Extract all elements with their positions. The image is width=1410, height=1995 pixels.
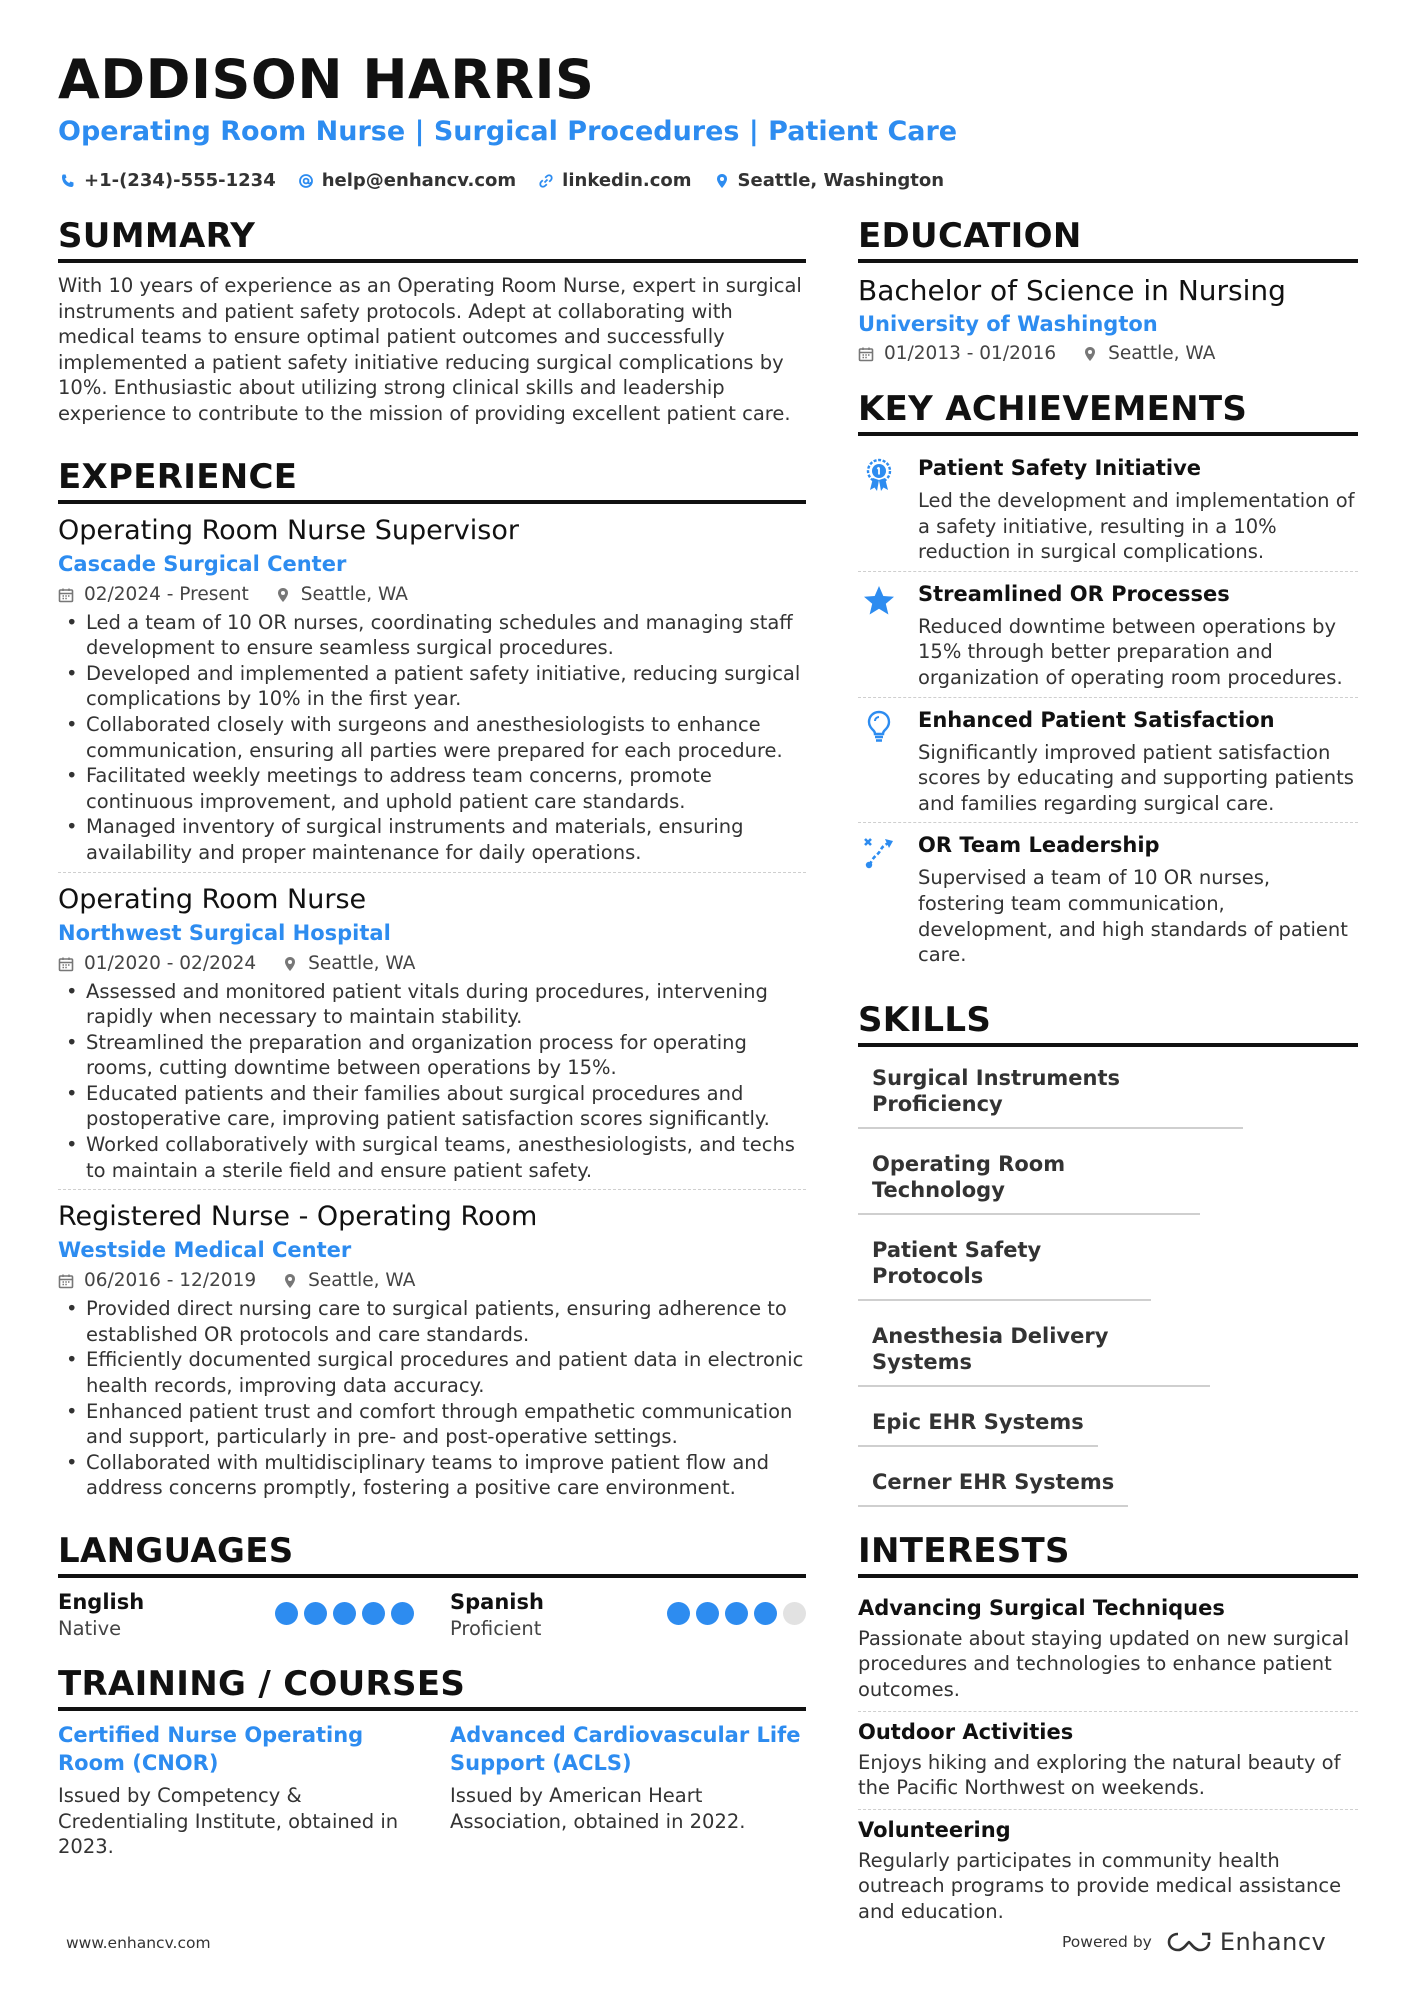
training-heading: TRAINING / COURSES xyxy=(58,1662,806,1711)
interest-item xyxy=(858,1711,1358,1809)
skill-tag: Patient Safety Protocols xyxy=(858,1229,1151,1301)
enhancv-logo-icon xyxy=(1166,1930,1212,1954)
job-meta xyxy=(58,949,806,979)
interests-section xyxy=(858,1529,1358,1933)
bullet-item: • Developed and implemented a patient safety initiative, reducing surgical complications by 10% in the first year. xyxy=(58,661,806,712)
link-icon xyxy=(538,173,554,189)
calendar-icon xyxy=(58,1273,74,1289)
job-title: Registered Nurse - Operating Room xyxy=(58,1201,538,1233)
achievement-title: Enhanced Patient Satisfaction xyxy=(918,707,1275,732)
bullet-item: • Collaborated with multidisciplinary teams to improve patient flow and address concerns promptly, fostering a positive care environment. xyxy=(58,1450,806,1501)
edu-location: Seattle, WA xyxy=(1108,343,1216,364)
education-section xyxy=(858,214,1358,369)
job-dates: 01/2020 - 02/2024 xyxy=(84,952,257,974)
training-section xyxy=(58,1662,806,1860)
job-bullets xyxy=(58,979,806,1184)
bullet-item: • Facilitated weekly meetings to address team concerns, promote continuous improvement, and uphold patient care standards. xyxy=(58,763,806,814)
job-company: Northwest Surgical Hospital xyxy=(58,920,391,945)
job-title: Operating Room Nurse xyxy=(58,883,367,915)
job-title: Operating Room Nurse Supervisor xyxy=(58,514,519,546)
location-pin-icon xyxy=(282,1273,298,1289)
languages-heading: LANGUAGES xyxy=(58,1529,806,1578)
contact-bar xyxy=(60,168,944,194)
proficiency-dot-filled xyxy=(667,1602,690,1625)
experience-heading: EXPERIENCE xyxy=(58,455,806,504)
achievement-desc: Reduced downtime between operations by 15% through better preparation and organization of operating room procedures. xyxy=(918,614,1343,689)
contact-email[interactable] xyxy=(298,168,516,194)
bullet-item: • Managed inventory of surgical instruments and materials, ensuring availability and proper maintenance for daily operations. xyxy=(58,814,806,865)
candidate-name: ADDISON HARRIS xyxy=(58,48,595,111)
course-title: Certified Nurse Operating Room (CNOR) xyxy=(58,1723,364,1775)
proficiency-dots xyxy=(667,1602,806,1625)
achievement-title: Patient Safety Initiative xyxy=(918,456,1202,480)
course-item xyxy=(450,1721,806,1860)
skills-section xyxy=(858,998,1358,1507)
skill-tag: Cerner EHR Systems xyxy=(858,1461,1128,1507)
achievement-desc: Led the development and implementation of a safety initiative, resulting in a 10% reduction in surgical complications. xyxy=(918,489,1355,564)
bullet-item: • Provided direct nursing care to surgical patients, ensuring adherence to established OR protocols and care standards. xyxy=(58,1296,806,1347)
achievement-title: OR Team Leadership xyxy=(918,833,1160,858)
phone-text: +1-(234)-555-1234 xyxy=(84,170,276,191)
interest-item xyxy=(858,1809,1358,1933)
achievement-item xyxy=(858,697,1358,823)
proficiency-dot-filled xyxy=(391,1602,414,1625)
email-text: help@enhancv.com xyxy=(321,170,517,191)
linkedin-text: linkedin.com xyxy=(562,170,692,191)
calendar-icon xyxy=(58,956,74,972)
bullet-item: • Assessed and monitored patient vitals during procedures, intervening rapidly when necessary to maintain stability. xyxy=(58,979,806,1030)
language-item xyxy=(58,1588,414,1642)
interest-title: Outdoor Activities xyxy=(858,1719,1074,1744)
languages-section xyxy=(58,1529,806,1642)
interest-desc: Regularly participates in community health outreach programs to provide medical assistance and education. xyxy=(858,1848,1342,1923)
edu-school: University of Washington xyxy=(858,312,1158,336)
skill-tag: Operating Room Technology xyxy=(858,1143,1200,1215)
proficiency-dot-empty xyxy=(783,1602,806,1625)
achievement-item xyxy=(858,571,1358,697)
lightbulb-icon xyxy=(862,710,896,744)
proficiency-dot-filled xyxy=(362,1602,385,1625)
achievements-heading: KEY ACHIEVEMENTS xyxy=(858,387,1358,436)
footer-website[interactable]: www.enhancv.com xyxy=(66,1934,211,1952)
location-pin-icon xyxy=(275,587,291,603)
job-location: Seattle, WA xyxy=(300,583,408,605)
achievement-desc: Significantly improved patient satisfaction scores by educating and supporting patients and families regarding surgical care. xyxy=(918,740,1354,815)
contact-location xyxy=(714,168,945,194)
award-ribbon-icon xyxy=(862,458,896,492)
brand-name: Enhancv xyxy=(1219,1928,1327,1956)
strategy-icon xyxy=(862,835,896,869)
contact-phone[interactable] xyxy=(60,168,276,194)
experience-section xyxy=(58,455,806,1507)
interest-title: Volunteering xyxy=(858,1817,1011,1842)
course-item xyxy=(58,1721,414,1860)
job-company: Westside Medical Center xyxy=(58,1238,352,1263)
proficiency-dot-filled xyxy=(304,1602,327,1625)
skill-tag: Epic EHR Systems xyxy=(858,1401,1098,1447)
job-entry xyxy=(58,872,806,1190)
job-dates: 06/2016 - 12/2019 xyxy=(84,1270,257,1292)
job-bullets xyxy=(58,610,806,866)
location-pin-icon xyxy=(714,173,730,189)
job-entry xyxy=(58,514,806,872)
interest-desc: Passionate about staying updated on new surgical procedures and technologies to enhance patient outcomes. xyxy=(858,1626,1350,1701)
bullet-item: • Efficiently documented surgical procedures and patient data in electronic health records, improving data accuracy. xyxy=(58,1347,806,1398)
interests-heading: INTERESTS xyxy=(858,1529,1358,1578)
interest-item xyxy=(858,1588,1358,1711)
skill-tag: Anesthesia Delivery Systems xyxy=(858,1315,1210,1387)
achievement-desc: Supervised a team of 10 OR nurses, fostering team communication, development, and high standards of patient care. xyxy=(918,866,1348,967)
course-title: Advanced Cardiovascular Life Support (ACLS) xyxy=(450,1723,801,1775)
summary-heading: SUMMARY xyxy=(58,214,806,263)
skills-heading: SKILLS xyxy=(858,998,1358,1047)
job-company: Cascade Surgical Center xyxy=(58,551,347,576)
proficiency-dot-filled xyxy=(696,1602,719,1625)
proficiency-dot-filled xyxy=(333,1602,356,1625)
left-column xyxy=(58,214,806,1860)
location-pin-icon xyxy=(1082,346,1098,362)
achievement-item xyxy=(858,446,1358,571)
edu-meta xyxy=(858,339,1358,369)
skill-tag: Surgical Instruments Proficiency xyxy=(858,1057,1243,1129)
job-meta xyxy=(58,580,806,610)
language-name: English xyxy=(58,1590,145,1614)
course-desc: Issued by American Heart Association, obtained in 2022. xyxy=(450,1784,746,1833)
calendar-icon xyxy=(58,587,74,603)
job-location: Seattle, WA xyxy=(308,952,416,974)
location-text: Seattle, Washington xyxy=(737,170,945,191)
interest-desc: Enjoys hiking and exploring the natural beauty of the Pacific Northwest on weekends. xyxy=(858,1750,1341,1800)
edu-degree: Bachelor of Science in Nursing xyxy=(858,274,1286,307)
job-meta xyxy=(58,1266,806,1296)
bullet-item: • Educated patients and their families about surgical procedures and postoperative care, improving patient satisfaction scores significantly. xyxy=(58,1081,806,1132)
language-level: Proficient xyxy=(450,1617,542,1640)
bullet-item: • Led a team of 10 OR nurses, coordinating schedules and managing staff development to ensure seamless surgical procedures. xyxy=(58,610,806,661)
proficiency-dots xyxy=(275,1602,414,1625)
achievement-title: Streamlined OR Processes xyxy=(918,581,1230,606)
language-item xyxy=(450,1588,806,1642)
footer-brand[interactable] xyxy=(1062,1928,1326,1956)
right-column xyxy=(858,214,1358,1932)
achievement-item xyxy=(858,822,1358,973)
bullet-item: • Streamlined the preparation and organization process for operating rooms, cutting downtime between operations by 15%. xyxy=(58,1030,806,1081)
job-location: Seattle, WA xyxy=(308,1270,416,1292)
edu-dates: 01/2013 - 01/2016 xyxy=(884,343,1057,364)
summary-section xyxy=(58,214,806,427)
at-icon xyxy=(298,173,314,189)
summary-text: With 10 years of experience as an Operating Room Nurse, expert in surgical instruments and patient safety protocols. Adept at collaborating with medical teams to ensure optimal patient outcomes and successfully implemented a patient safety initiative reducing surgical complications by 10%. Enthusiastic about utilizing strong clinical skills and leadership experience to contribute to the mission of providing excellent patient care. xyxy=(58,274,802,425)
proficiency-dot-filled xyxy=(754,1602,777,1625)
star-icon xyxy=(862,584,896,618)
interest-title: Advancing Surgical Techniques xyxy=(858,1595,1225,1620)
job-entry xyxy=(58,1189,806,1507)
headline: Operating Room Nurse | Surgical Procedures | Patient Care xyxy=(58,116,958,147)
phone-icon xyxy=(60,173,76,189)
bullet-item: • Worked collaboratively with surgical teams, anesthesiologists, and techs to maintain a sterile field and ensure patient safety. xyxy=(58,1132,806,1183)
job-bullets xyxy=(58,1296,806,1501)
contact-linkedin[interactable] xyxy=(538,168,691,194)
proficiency-dot-filled xyxy=(725,1602,748,1625)
calendar-icon xyxy=(858,346,874,362)
bullet-item: • Enhanced patient trust and comfort through empathetic communication and support, particularly in pre- and post-operative settings. xyxy=(58,1399,806,1450)
job-dates: 02/2024 - Present xyxy=(84,583,249,605)
course-desc: Issued by Competency & Credentialing Institute, obtained in 2023. xyxy=(58,1784,399,1859)
powered-by-label: Powered by xyxy=(1062,1933,1152,1951)
language-level: Native xyxy=(58,1617,122,1640)
location-pin-icon xyxy=(282,956,298,972)
education-heading: EDUCATION xyxy=(858,214,1358,263)
bullet-item: • Collaborated closely with surgeons and anesthesiologists to enhance communication, ensuring all parties were prepared for each procedure. xyxy=(58,712,806,763)
proficiency-dot-filled xyxy=(275,1602,298,1625)
language-name: Spanish xyxy=(450,1590,544,1614)
achievements-section xyxy=(858,387,1358,974)
